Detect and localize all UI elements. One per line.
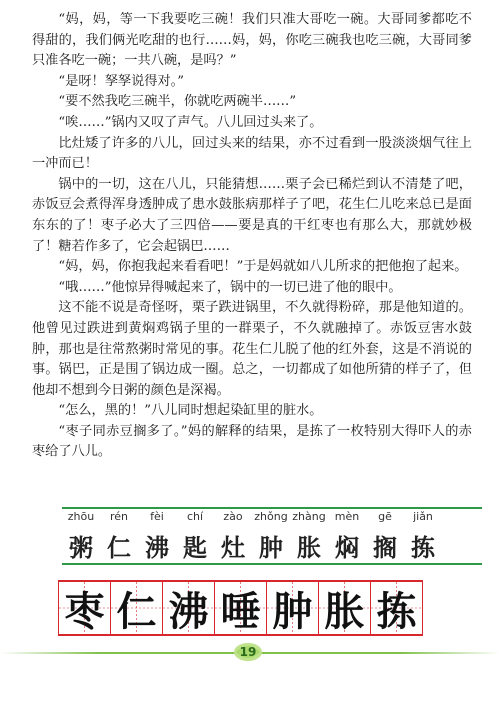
writing-practice-grid <box>58 580 423 636</box>
writing-char: 肿 <box>272 587 313 635</box>
writing-cell <box>371 582 423 634</box>
paragraph: “妈，妈，等一下我要吃三碗！我们只准大哥吃一碗。大哥同爹都吃不得甜的，我们俩光吃甜的也行……妈，妈，你吃三碗我也吃三碗，大哥同爹只准各吃一碗；一共八碗，是吗？” <box>32 12 472 69</box>
writing-char: 唾 <box>220 587 261 635</box>
paragraph: 这不能不说是奇怪呀，栗子跌进锅里，不久就得粉碎，那是他知道的。他曾见过跌进到黄焖鸡锅子里的一群栗子，不久就融掉了。赤饭豆害水鼓肿，那也是往常熬粥时常见的事。花生仁儿脱了他的红外套，这是不消说的事。锅巴，正是围了锅边成一圈。总之，一切都成了如他所猜的样子了，但他却不想到今日粥的颜色是深褐。 <box>32 300 472 398</box>
pinyin: jiǎn <box>413 510 433 523</box>
pinyin-row <box>62 510 442 523</box>
writing-cell <box>163 582 215 634</box>
pinyin: fèi <box>150 510 164 523</box>
paragraph: “要不然我吃三碗半，你就吃两碗半……” <box>58 94 297 110</box>
page-number-badge <box>233 642 263 662</box>
paragraph: “怎么，黑的！”八儿同时想起染缸里的脏水。 <box>58 403 323 419</box>
pinyin: zhàng <box>292 510 326 523</box>
vocab-char: 拣 <box>411 533 435 562</box>
paragraph: 锅中的一切，这在八儿，只能猜想……栗子会已稀烂到认不清楚了吧，赤饭豆会煮得浑身透肿成了患水鼓胀病那样子了吧，花生仁儿吃来总已是面东东的了！枣子必大了三四倍——要是真的干红枣也有那么大，那就妙极了！糖若作多了，它会起锅巴…… <box>32 176 472 254</box>
paragraph: 比灶矮了许多的八儿，回过头来的结果，亦不过看到一股淡淡烟气往上一冲而已！ <box>32 135 472 172</box>
writing-char: 沸 <box>168 587 209 635</box>
pinyin: rén <box>109 510 129 523</box>
writing-cell <box>58 582 111 634</box>
writing-char: 拣 <box>376 587 417 635</box>
pinyin: chí <box>186 510 204 523</box>
vocab-char: 沸 <box>145 533 169 562</box>
writing-cell <box>215 582 267 634</box>
writing-cell <box>267 582 319 634</box>
paragraph: “哦……”他惊异得喊起来了，锅中的一切已进了他的眼中。 <box>58 279 402 295</box>
paragraph: “是呀！孥孥说得对。” <box>58 73 184 89</box>
vocab-char: 仁 <box>107 533 131 562</box>
pinyin: zhǒng <box>254 510 288 523</box>
vocab-char: 焖 <box>335 533 359 562</box>
paragraph: “枣子同赤豆搁多了。”妈的解释的结果，是拣了一枚特别大得吓人的赤枣给了八儿。 <box>32 423 472 460</box>
vocab-top-rule <box>62 507 482 509</box>
writing-cell <box>111 582 163 634</box>
paragraph: “妈，妈，你抱我起来看看吧！”于是妈就如八儿所求的把他抱了起来。 <box>58 259 468 275</box>
vocab-char: 匙 <box>183 533 207 562</box>
vocab-char: 肿 <box>259 533 283 562</box>
page-number: 19 <box>239 645 257 659</box>
vocab-char: 粥 <box>69 533 93 562</box>
writing-cell <box>319 582 371 634</box>
vocab-char: 灶 <box>221 533 245 562</box>
vocab-char-row <box>62 528 442 563</box>
writing-char: 胀 <box>324 587 365 635</box>
vocab-char: 搁 <box>373 533 397 562</box>
vocab-char: 胀 <box>297 533 321 562</box>
pinyin: mèn <box>334 510 360 523</box>
pinyin: zhōu <box>67 510 95 523</box>
writing-char: 仁 <box>116 587 157 635</box>
vocab-bottom-rule <box>62 563 482 565</box>
paragraph: “唉……”锅内又叹了声气。八儿回过头来了。 <box>58 114 323 130</box>
pinyin: zào <box>223 510 243 523</box>
writing-char: 枣 <box>64 587 105 635</box>
story-text <box>32 10 472 463</box>
pinyin: gē <box>378 510 392 523</box>
